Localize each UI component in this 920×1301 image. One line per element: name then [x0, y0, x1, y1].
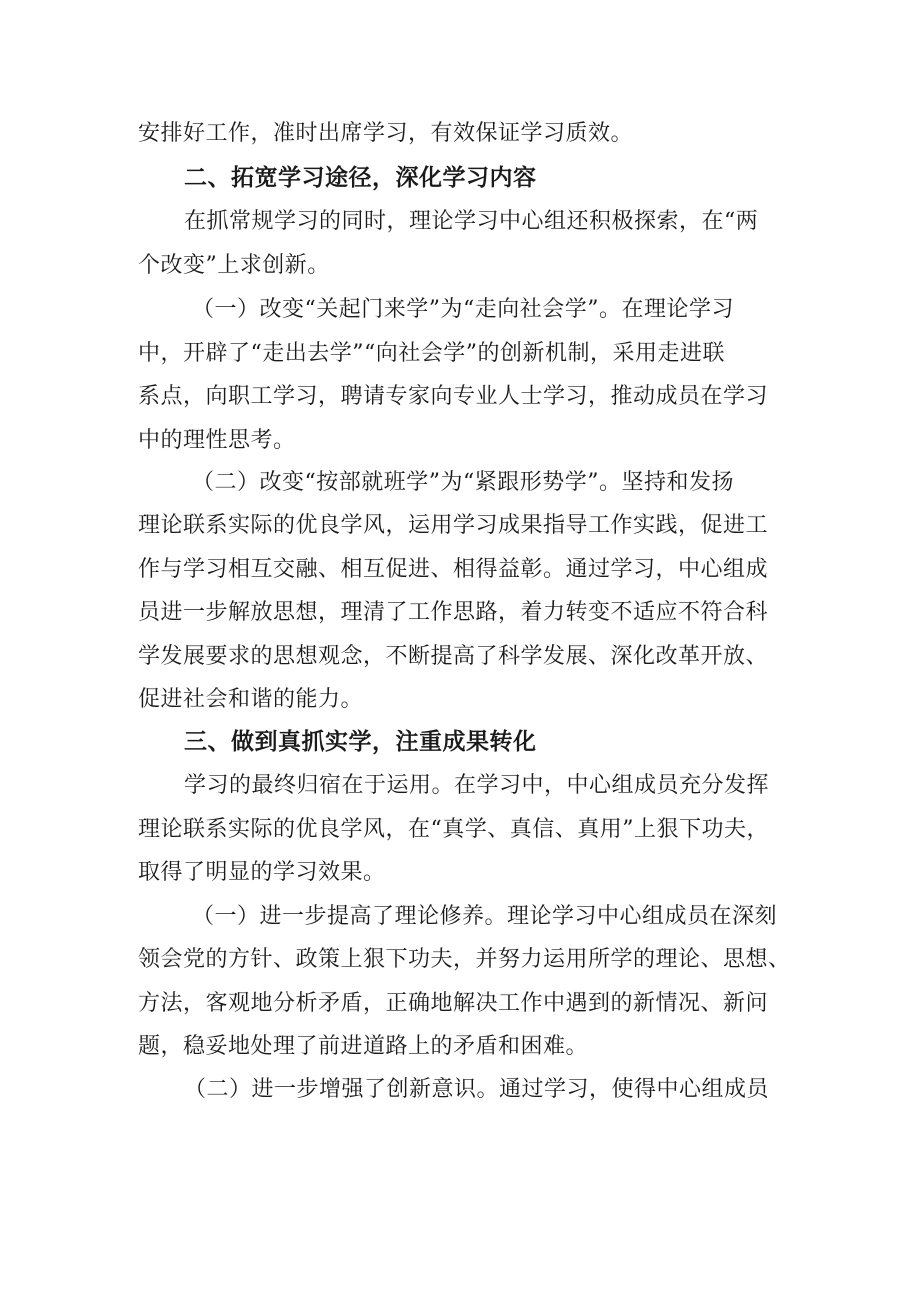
paragraph-line: 领会党的方针、政策上狠下功夫，并努力运用所学的理论、思想、 — [138, 947, 791, 972]
paragraph-line: 取得了明显的学习效果。 — [138, 860, 386, 885]
paragraph-line: 作与学习相互交融、相互促进、相得益彰。通过学习，中心组成 — [138, 557, 769, 582]
paragraph-line: 理论联系实际的优良学风，运用学习成果指导工作实践，促进工 — [138, 513, 769, 538]
paragraph-line: 在抓常规学习的同时，理论学习中心组还积极探索，在“两 — [184, 209, 759, 234]
paragraph-line: 方法，客观地分析矛盾，正确地解决工作中遇到的新情况、新问 — [138, 991, 769, 1016]
paragraph-line: 员进一步解放思想，理清了工作思路，着力转变不适应不符合科 — [138, 600, 769, 625]
paragraph-line: （一）改变“关起门来学”为“走向社会学”。在理论学习 — [192, 297, 734, 322]
paragraph-line: 个改变”上求创新。 — [138, 253, 330, 278]
paragraph-line: 学习的最终归宿在于运用。在学习中，中心组成员充分发挥 — [184, 773, 770, 798]
paragraph-line: （二）进一步增强了创新意识。通过学习，使得中心组成员 — [184, 1077, 770, 1102]
paragraph-line: 题，稳妥地处理了前进道路上的矛盾和困难。 — [138, 1034, 589, 1059]
paragraph-line: 中的理性思考。 — [138, 428, 296, 453]
paragraph-line: 系点，向职工学习，聘请专家向专业人士学习，推动成员在学习 — [138, 384, 769, 409]
section-heading-2: 二、拓宽学习途径，深化学习内容 — [184, 165, 537, 191]
section-heading-3: 三、做到真抓实学，注重成果转化 — [184, 729, 537, 755]
paragraph-line: 促进社会和谐的能力。 — [138, 687, 364, 712]
paragraph-line: （一）进一步提高了理论修养。理论学习中心组成员在深刻 — [192, 904, 778, 929]
paragraph-line: 学发展要求的思想观念，不断提高了科学发展、深化改革开放、 — [138, 644, 769, 669]
paragraph-line: 安排好工作，准时出席学习，有效保证学习质效。 — [138, 121, 634, 146]
paragraph-line: 理论联系实际的优良学风，在“真学、真信、真用”上狠下功夫， — [138, 817, 769, 842]
paragraph-line: 中，开辟了“走出去学”“向社会学”的创新机制，采用走进联 — [138, 341, 725, 366]
paragraph-line: （二）改变“按部就班学”为“紧跟形势学”。坚持和发扬 — [192, 470, 734, 495]
